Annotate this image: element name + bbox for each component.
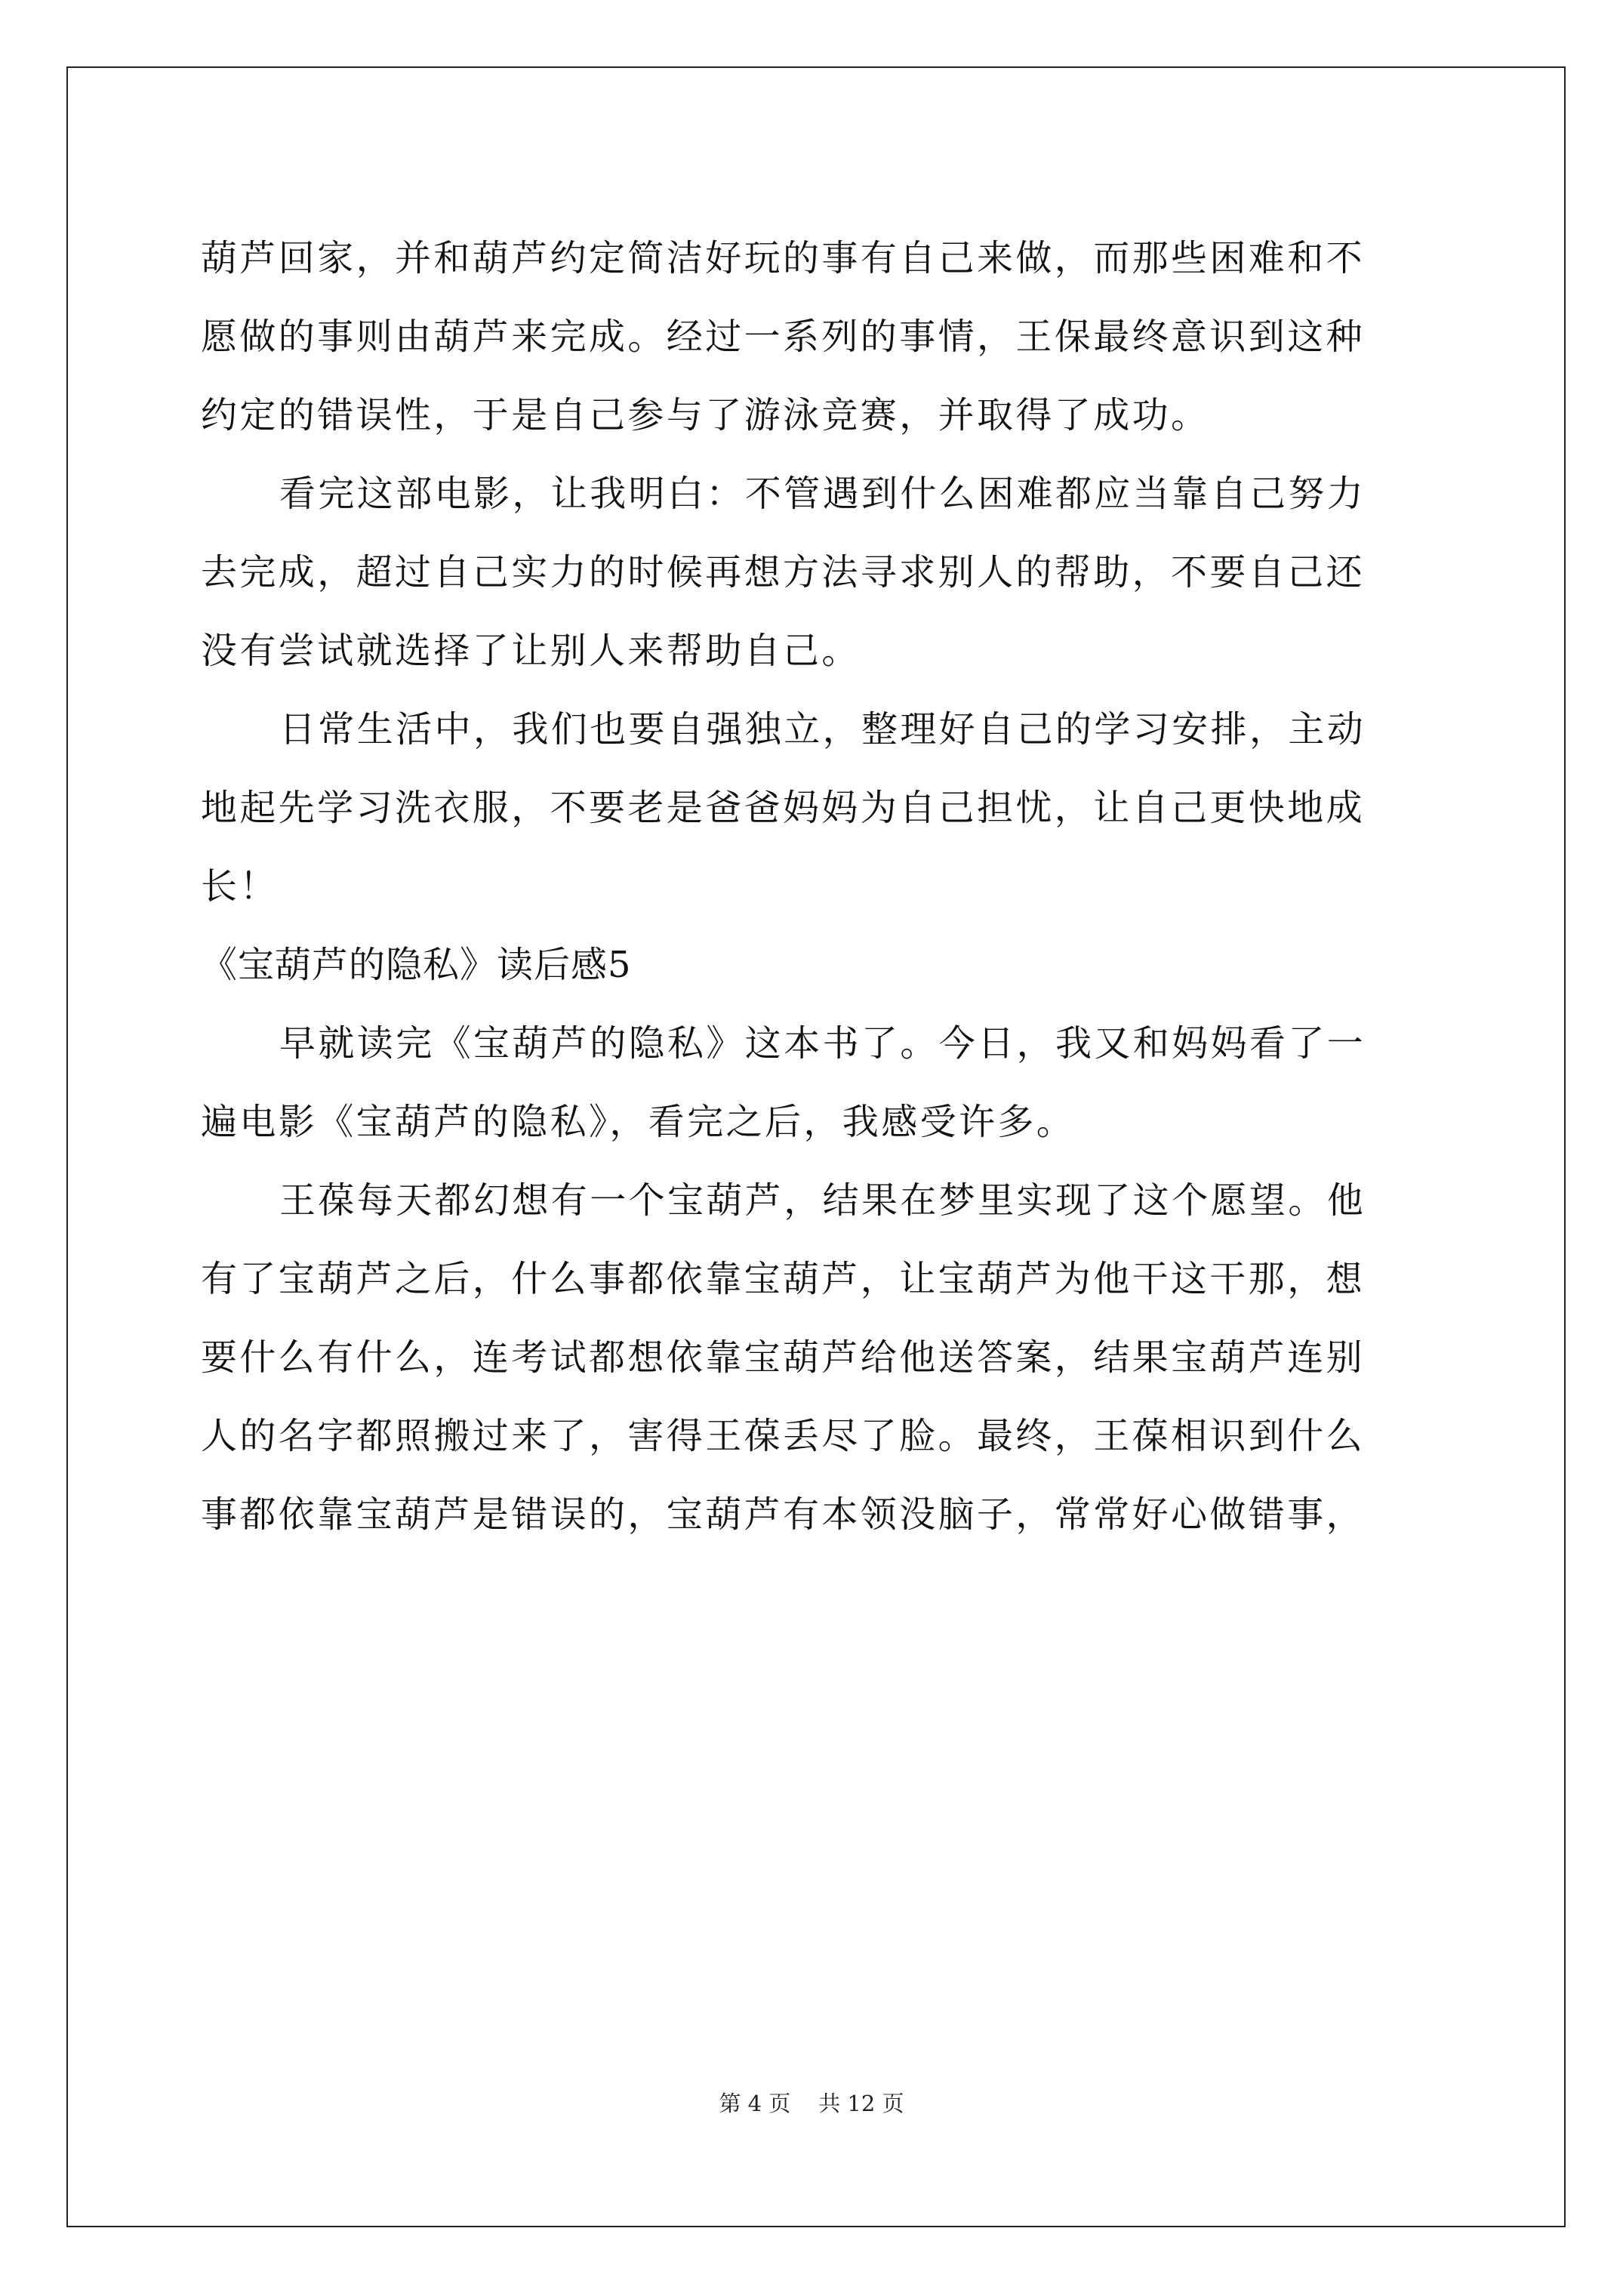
section-heading: 《宝葫芦的隐私》读后感5: [201, 944, 632, 986]
paragraph-start-line: 看完这部电影，让我明白：不管遇到什么困难都应当靠自己努力: [279, 473, 1366, 515]
page-footer: 第 4 页 共 12 页: [719, 2091, 904, 2116]
document-body: [201, 219, 1439, 1554]
text-line: 人的名字都照搬过来了，害得王葆丢尽了脸。最终，王葆相识到什么: [201, 1415, 1366, 1457]
text-line: 葫芦回家，并和葫芦约定简洁好玩的事有自己来做，而那些困难和不: [201, 237, 1366, 279]
paragraph-start-line: 王葆每天都幻想有一个宝葫芦，结果在梦里实现了这个愿望。他: [279, 1179, 1366, 1222]
text-line: 约定的错误性，于是自己参与了游泳竞赛，并取得了成功。: [201, 394, 1210, 436]
text-line: 遍电影《宝葫芦的隐私》，看完之后，我感受许多。: [201, 1101, 1076, 1143]
paragraph-start-line: 日常生活中，我们也要自强独立，整理好自己的学习安排，主动: [279, 708, 1366, 750]
text-line: 去完成，超过自己实力的时候再想方法寻求别人的帮助，不要自己还: [201, 551, 1366, 593]
text-line: 地起先学习洗衣服，不要老是爸爸妈妈为自己担忧，让自己更快地成: [201, 787, 1366, 829]
text-line: 有了宝葫芦之后，什么事都依靠宝葫芦，让宝葫芦为他干这干那，想: [201, 1258, 1366, 1300]
text-line: 愿做的事则由葫芦来完成。经过一系列的事情，王保最终意识到这种: [201, 316, 1366, 358]
text-line: 没有尝试就选择了让别人来帮助自己。: [201, 630, 861, 672]
paragraph-start-line: 早就读完《宝葫芦的隐私》这本书了。今日，我又和妈妈看了一: [279, 1022, 1366, 1065]
text-line: 事都依靠宝葫芦是错误的，宝葫芦有本领没脑子，常常好心做错事，: [201, 1493, 1366, 1536]
text-line: 要什么有什么，连考试都想依靠宝葫芦给他送答案，结果宝葫芦连别: [201, 1336, 1366, 1379]
text-line: 长！: [201, 865, 279, 908]
